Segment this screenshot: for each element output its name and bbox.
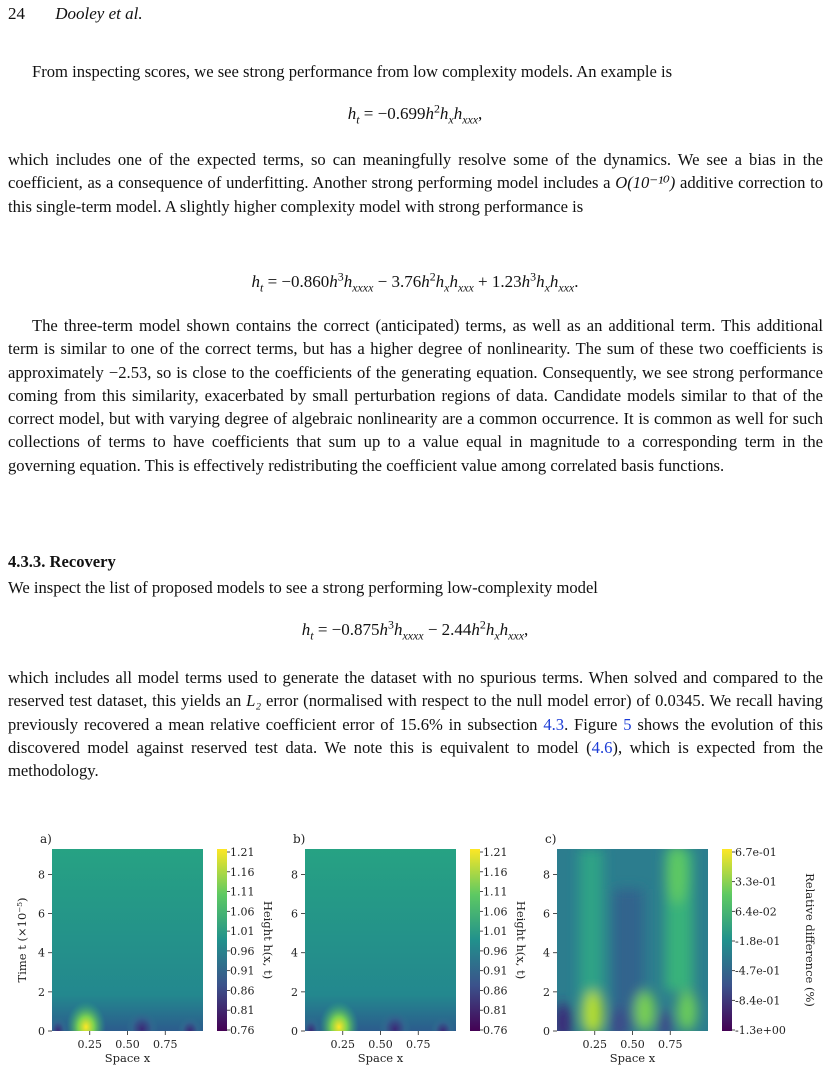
colorbar-tick-label: 0.86	[230, 984, 255, 998]
colorbar-tick-label: 1.06	[483, 905, 508, 919]
link-figure[interactable]: 5	[623, 714, 632, 734]
link-model[interactable]: 4.6	[591, 737, 613, 757]
colorbar-tick-label: 0.81	[483, 1004, 508, 1018]
link-subsection[interactable]: 4.3	[543, 714, 565, 734]
order-term: O(10⁻¹⁰)	[615, 173, 676, 193]
x-axis-label: Space x	[357, 1051, 404, 1065]
equation-2: $h_t = -0.860h^3h_{xxxx} - 3.76h^2h_xh_{xxx} + 1.23h^3h_xh_{xxx}$.	[251, 269, 579, 295]
colorbar-tick-label: 0.76	[483, 1024, 508, 1037]
y-tick-label: 6	[543, 907, 550, 921]
x-tick-label: 0.75	[406, 1038, 431, 1051]
paragraph-2: which includes one of the expected terms, so can meaningfully resolve some of the dynamics. We see a bias in the coefficient, as a consequence of underfitting. Another strong performing model includes a O(10⁻¹⁰) additive correction to this single-term model. A slightly higher complexity model with strong performance is	[8, 150, 823, 216]
colorbar	[217, 849, 227, 1031]
colorbar-tick-label: 1.11	[230, 885, 255, 899]
heatmap-1	[48, 849, 203, 1053]
panel-label: b)	[293, 832, 306, 846]
colorbar-tick-label: 0.81	[230, 1004, 255, 1018]
y-tick-label: 2	[291, 985, 298, 999]
colorbar-tick-label: 0.96	[230, 944, 255, 958]
paragraph-1: From inspecting scores, we see strong performance from low complexity models. An example is	[32, 62, 673, 81]
colorbar-tick-label: 1.21	[230, 846, 255, 859]
colorbar-tick-label: 1.01	[483, 925, 508, 939]
x-tick-label: 0.25	[330, 1038, 355, 1051]
colorbar	[470, 849, 480, 1031]
colorbar-tick-label: -1.3e+00	[735, 1024, 786, 1037]
panel-label: a)	[40, 832, 52, 846]
y-tick-label: 0	[291, 1025, 298, 1038]
x-tick-label: 0.50	[620, 1038, 645, 1051]
colorbar	[722, 849, 732, 1031]
colorbar-tick-label: 0.91	[483, 964, 508, 978]
colorbar-tick-label: 1.16	[230, 865, 255, 879]
y-tick-label: 8	[543, 868, 550, 882]
colorbar-tick-label: 0.86	[483, 984, 508, 998]
panel-label: c)	[545, 832, 557, 846]
heatmap-2	[301, 849, 456, 1053]
y-tick-label: 6	[38, 907, 45, 921]
y-tick-label: 4	[291, 946, 298, 960]
x-tick-label: 0.50	[368, 1038, 393, 1051]
y-tick-label: 8	[291, 868, 298, 882]
y-tick-label: 2	[38, 985, 45, 999]
colorbar-tick-label: 1.16	[483, 865, 508, 879]
colorbar-tick-label: 0.76	[230, 1024, 255, 1037]
equation-1: $h_t = -0.699h^2h_xh_{xxx}$,	[347, 101, 483, 127]
x-axis-label: Space x	[104, 1051, 151, 1065]
colorbar-tick-label: 1.11	[483, 885, 508, 899]
y-tick-label: 2	[543, 985, 550, 999]
paragraph-3: The three-term model shown contains the correct (anticipated) terms, as well as an additional term. This additional term is similar to one of the correct terms, but has a higher degree of nonlinearity. The sum of these two coefficients is approximately −2.53, so is close to the coefficients of the generating equation. Consequently, we see strong performance coming from this similarity, exacerbated by small perturbation regions of data. Candidate models similar to that of the correct model, but with varying degree of algebraic nonlinearity are a common occurrence. It is common as well for such collections of terms to have coefficients that sum up to a value equal in magnitude to a corresponding term in the governing equation. This is effectively redistributing the coefficient value among correlated basis functions.	[8, 316, 823, 475]
x-tick-label: 0.25	[77, 1038, 102, 1051]
y-tick-label: 6	[291, 907, 298, 921]
heatmap-3	[553, 844, 708, 1043]
paragraph-5: which includes all model terms used to generate the dataset with no spurious terms. When solved and compared to the reserved test dataset, this yields an L₂ error (normalised with respect to the null model error) of 0.0345. We recall having previously recovered a mean relative coefficient error of 15.6% in subsection 4.3. Figure 5 shows the evolution of this discovered model against reserved test data. We note this is equivalent to model (4.6), which is expected from the methodology.	[8, 668, 823, 781]
equation-3: $h_t = -0.875h^3h_{xxxx} - 2.44h^2h_xh_{xxx}$,	[301, 617, 529, 643]
colorbar-label: Height h(x, t)	[514, 900, 528, 980]
paragraph-4: We inspect the list of proposed models to see a strong performing low-complexity model	[8, 578, 598, 597]
x-axis-label: Space x	[609, 1051, 656, 1065]
page-header	[8, 4, 143, 24]
x-tick-label: 0.75	[153, 1038, 178, 1051]
y-tick-label: 0	[38, 1025, 45, 1038]
colorbar-tick-label: 1.01	[230, 925, 255, 939]
y-tick-label: 0	[543, 1025, 550, 1038]
colorbar-tick-label: 0.91	[230, 964, 255, 978]
figure-5	[0, 824, 830, 1074]
colorbar-tick-label: 6.7e-01	[735, 846, 777, 859]
x-tick-label: 0.50	[115, 1038, 140, 1051]
y-tick-label: 4	[543, 946, 550, 960]
colorbar-label: Height h(x, t)	[261, 900, 275, 980]
colorbar-tick-label: 1.21	[483, 846, 508, 859]
colorbar-tick-label: -1.8e-01	[735, 935, 781, 948]
figure-panel-1	[15, 832, 275, 1065]
x-tick-label: 0.75	[658, 1038, 683, 1051]
y-axis-label: Time t (×10⁻⁵)	[15, 897, 29, 983]
page-number: 24	[8, 4, 25, 23]
colorbar-tick-label: -4.7e-01	[735, 964, 781, 978]
colorbar-tick-label: 3.3e-01	[735, 875, 777, 889]
figure-panel-2	[291, 832, 528, 1065]
colorbar-tick-label: 1.06	[230, 905, 255, 919]
section-title: 4.3.3. Recovery	[8, 552, 116, 571]
y-tick-label: 8	[38, 868, 45, 882]
colorbar-tick-label: 0.96	[483, 944, 508, 958]
y-tick-label: 4	[38, 946, 45, 960]
l2-symbol: L₂	[246, 691, 262, 711]
running-authors: Dooley et al.	[55, 4, 143, 23]
figure-panel-3	[543, 832, 817, 1065]
x-tick-label: 0.25	[582, 1038, 607, 1051]
colorbar-label: Relative difference (%)	[803, 873, 817, 1007]
colorbar-tick-label: -8.4e-01	[735, 994, 781, 1008]
colorbar-tick-label: 6.4e-02	[735, 905, 777, 919]
